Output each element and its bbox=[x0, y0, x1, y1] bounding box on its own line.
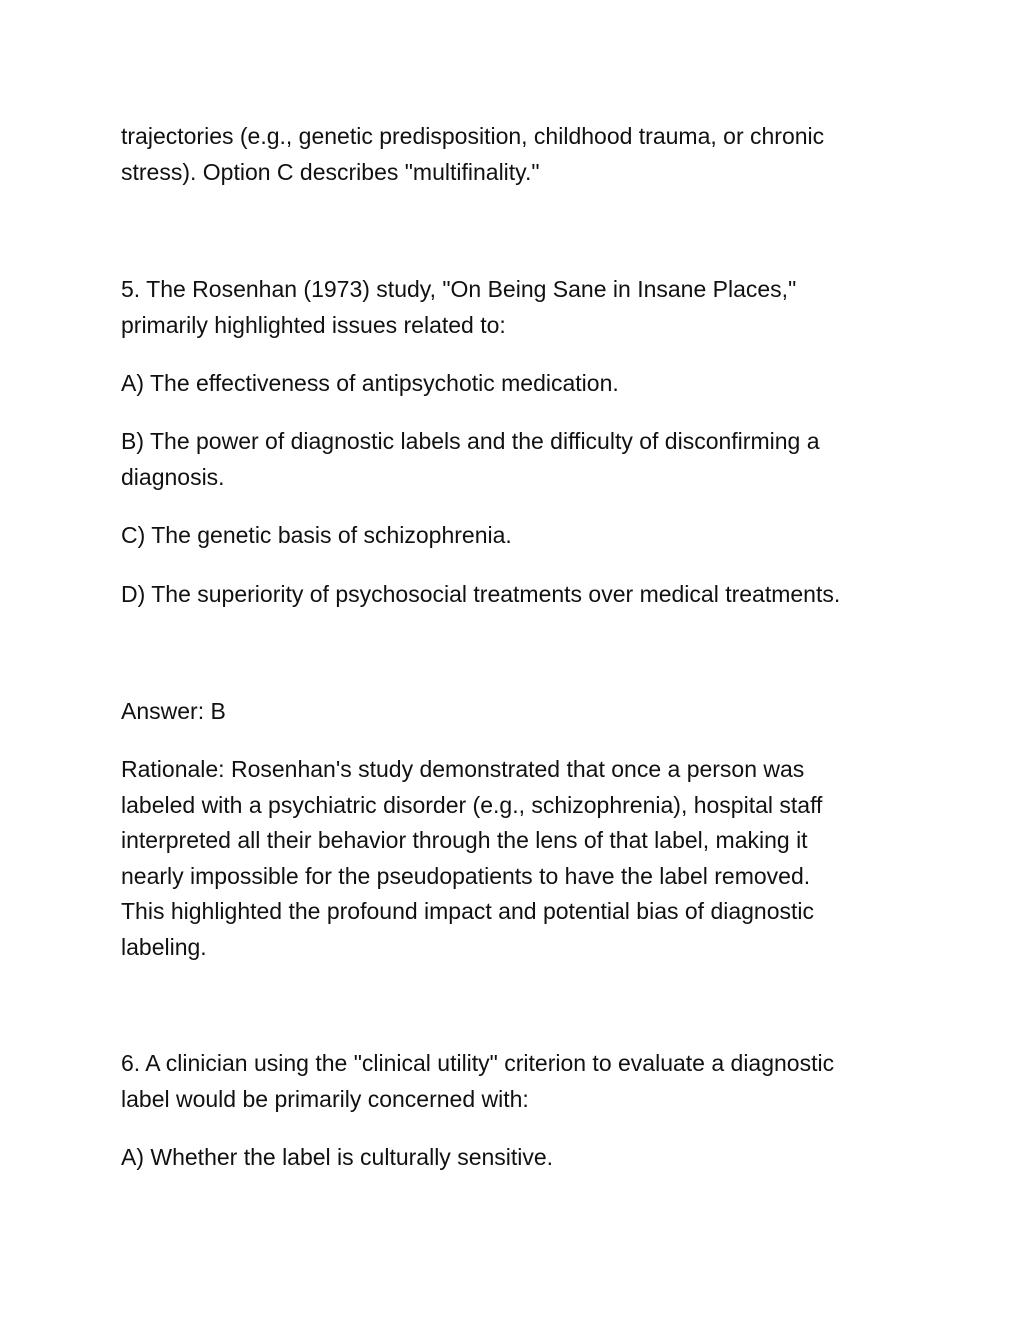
question-5-option-d bbox=[121, 577, 911, 613]
question-5-option-b-line-1: B) The power of diagnostic labels and the difficulty of disconfirming a bbox=[121, 428, 820, 454]
question-5-option-a bbox=[121, 366, 911, 402]
question-6-stem-line-2: label would be primarily concerned with: bbox=[121, 1085, 529, 1112]
question-5-answer bbox=[121, 694, 911, 730]
question-5-stem-line-1: 5. The Rosenhan (1973) study, "On Being Sane in Insane Places," bbox=[121, 276, 797, 302]
question-5-rationale bbox=[121, 752, 911, 965]
question-6-option-a bbox=[121, 1140, 911, 1176]
rationale-line-3: interpreted all their behavior through the lens of that label, making it bbox=[121, 827, 808, 853]
rationale-line-4: nearly impossible for the pseudopatients to have the label removed. bbox=[121, 862, 811, 889]
rationale-line-5: This highlighted the profound impact and potential bias of diagnostic bbox=[121, 898, 815, 924]
rationale-line-1: Rationale: Rosenhan's study demonstrated that once a person was bbox=[121, 756, 805, 782]
rationale-line-6: labeling. bbox=[121, 933, 207, 960]
question-6-option-a-text: A) Whether the label is culturally sensitive. bbox=[121, 1144, 554, 1170]
question-5-stem bbox=[121, 272, 911, 343]
question-5-option-b-line-2: diagnosis. bbox=[121, 463, 225, 490]
question-5-option-c bbox=[121, 518, 911, 554]
question-5-stem-line-2: primarily highlighted issues related to: bbox=[121, 311, 506, 338]
question-5-option-c-text: C) The genetic basis of schizophrenia. bbox=[121, 522, 512, 548]
question-5-option-d-text: D) The superiority of psychosocial treatments over medical treatments. bbox=[121, 581, 841, 607]
question-6-stem bbox=[121, 1046, 911, 1117]
rationale-line-2: labeled with a psychiatric disorder (e.g., schizophrenia), hospital staff bbox=[121, 791, 823, 818]
intro-paragraph bbox=[121, 119, 911, 190]
question-6-stem-line-1: 6. A clinician using the "clinical utility" criterion to evaluate a diagnostic bbox=[121, 1050, 835, 1076]
question-5-option-b bbox=[121, 424, 911, 495]
intro-line-2: stress). Option C describes "multifinality." bbox=[121, 158, 540, 185]
intro-line-1: trajectories (e.g., genetic predisposition, childhood trauma, or chronic bbox=[121, 123, 825, 149]
question-5-answer-text: Answer: B bbox=[121, 698, 226, 724]
question-5-option-a-text: A) The effectiveness of antipsychotic medication. bbox=[121, 370, 619, 396]
